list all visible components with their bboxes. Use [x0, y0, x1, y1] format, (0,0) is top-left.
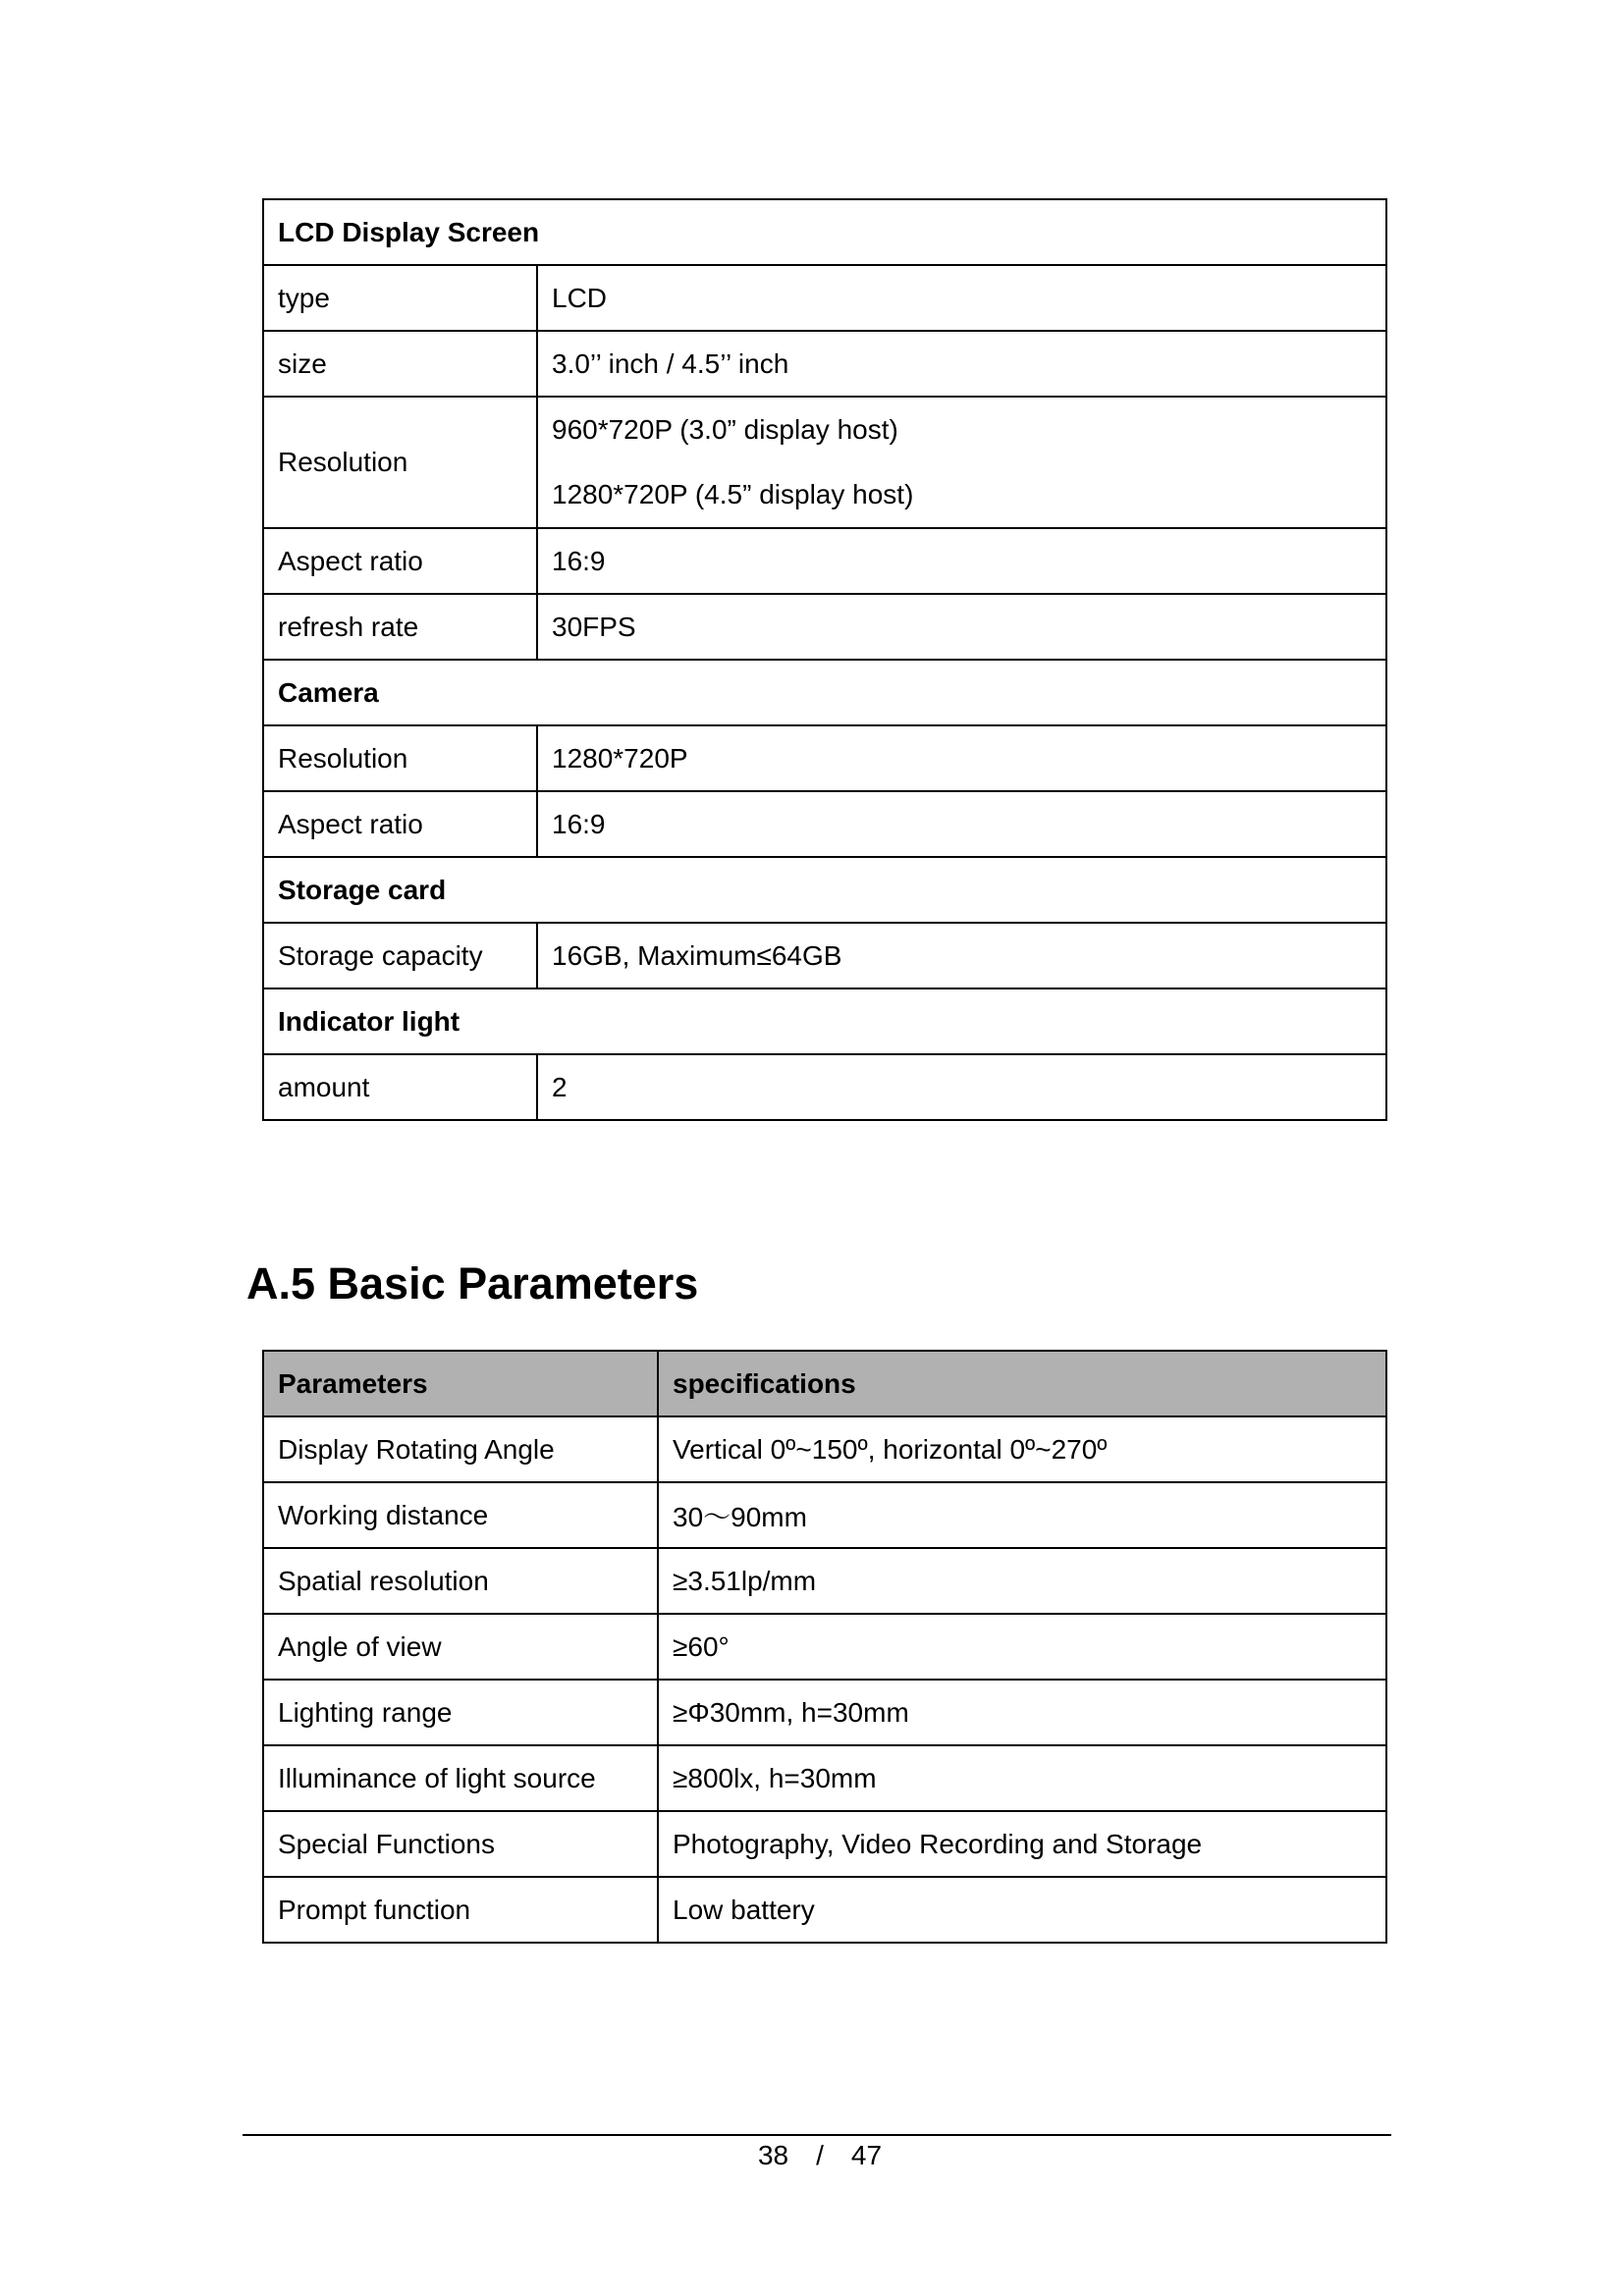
parameter-name: Prompt function — [263, 1877, 658, 1943]
parameter-spec: Photography, Video Recording and Storage — [658, 1811, 1386, 1877]
row-key: Resolution — [263, 725, 537, 791]
footer-divider — [243, 2134, 1391, 2136]
column-header: Parameters — [263, 1351, 658, 1416]
parameter-name: Working distance — [263, 1482, 658, 1548]
table-row — [263, 1416, 1386, 1482]
table-header-row — [263, 1351, 1386, 1416]
row-key: amount — [263, 1054, 537, 1120]
parameter-spec: ≥Φ30mm, h=30mm — [658, 1680, 1386, 1745]
basic-parameters-table — [262, 1350, 1387, 1944]
table-row — [263, 1482, 1386, 1548]
table-row — [263, 1548, 1386, 1614]
row-value: 16:9 — [537, 528, 1386, 594]
page-number — [0, 2140, 1624, 2171]
parameter-spec: ≥60° — [658, 1614, 1386, 1680]
table-row — [263, 1054, 1386, 1120]
current-page: 38 — [757, 2140, 789, 2170]
page-separator: / — [816, 2140, 824, 2170]
table-row — [263, 1614, 1386, 1680]
table-row — [263, 1745, 1386, 1811]
table-row — [263, 1811, 1386, 1877]
row-value: 3.0’’ inch / 4.5’’ inch — [537, 331, 1386, 397]
row-key: Storage capacity — [263, 923, 537, 988]
parameter-name: Angle of view — [263, 1614, 658, 1680]
row-value — [537, 397, 1386, 528]
row-value: LCD — [537, 265, 1386, 331]
parameter-spec: Low battery — [658, 1877, 1386, 1943]
row-value: 16GB, Maximum≤64GB — [537, 923, 1386, 988]
column-header: specifications — [658, 1351, 1386, 1416]
table-row — [263, 1680, 1386, 1745]
parameter-spec: 30～90mm — [658, 1482, 1386, 1548]
parameter-spec: ≥800lx, h=30mm — [658, 1745, 1386, 1811]
lcd-camera-spec-table — [262, 198, 1387, 1121]
parameter-name: Illuminance of light source — [263, 1745, 658, 1811]
resolution-line-2: 1280*720P (4.5” display host) — [552, 479, 914, 509]
table-row — [263, 725, 1386, 791]
parameter-name: Spatial resolution — [263, 1548, 658, 1614]
row-value: 30FPS — [537, 594, 1386, 660]
row-key: refresh rate — [263, 594, 537, 660]
parameter-name: Special Functions — [263, 1811, 658, 1877]
section-row-camera: Camera — [263, 660, 1386, 725]
table-row — [263, 528, 1386, 594]
parameter-spec: Vertical 0º~150º, horizontal 0º~270º — [658, 1416, 1386, 1482]
section-row-indicator: Indicator light — [263, 988, 1386, 1054]
table-row — [263, 331, 1386, 397]
table-row — [263, 397, 1386, 528]
row-key: size — [263, 331, 537, 397]
row-key: Aspect ratio — [263, 528, 537, 594]
table-row — [263, 1877, 1386, 1943]
table-row — [263, 791, 1386, 857]
total-pages: 47 — [850, 2140, 883, 2170]
row-key: Aspect ratio — [263, 791, 537, 857]
row-value: 2 — [537, 1054, 1386, 1120]
resolution-line-1: 960*720P (3.0” display host) — [552, 414, 898, 445]
table-row — [263, 265, 1386, 331]
table-row — [263, 594, 1386, 660]
row-key: type — [263, 265, 537, 331]
row-key: Resolution — [263, 397, 537, 528]
section-row-lcd: LCD Display Screen — [263, 199, 1386, 265]
parameter-name: Display Rotating Angle — [263, 1416, 658, 1482]
parameter-spec: ≥3.51lp/mm — [658, 1548, 1386, 1614]
row-value: 1280*720P — [537, 725, 1386, 791]
table-row — [263, 923, 1386, 988]
parameter-name: Lighting range — [263, 1680, 658, 1745]
section-heading: A.5 Basic Parameters — [246, 1258, 699, 1308]
section-row-storage: Storage card — [263, 857, 1386, 923]
row-value: 16:9 — [537, 791, 1386, 857]
